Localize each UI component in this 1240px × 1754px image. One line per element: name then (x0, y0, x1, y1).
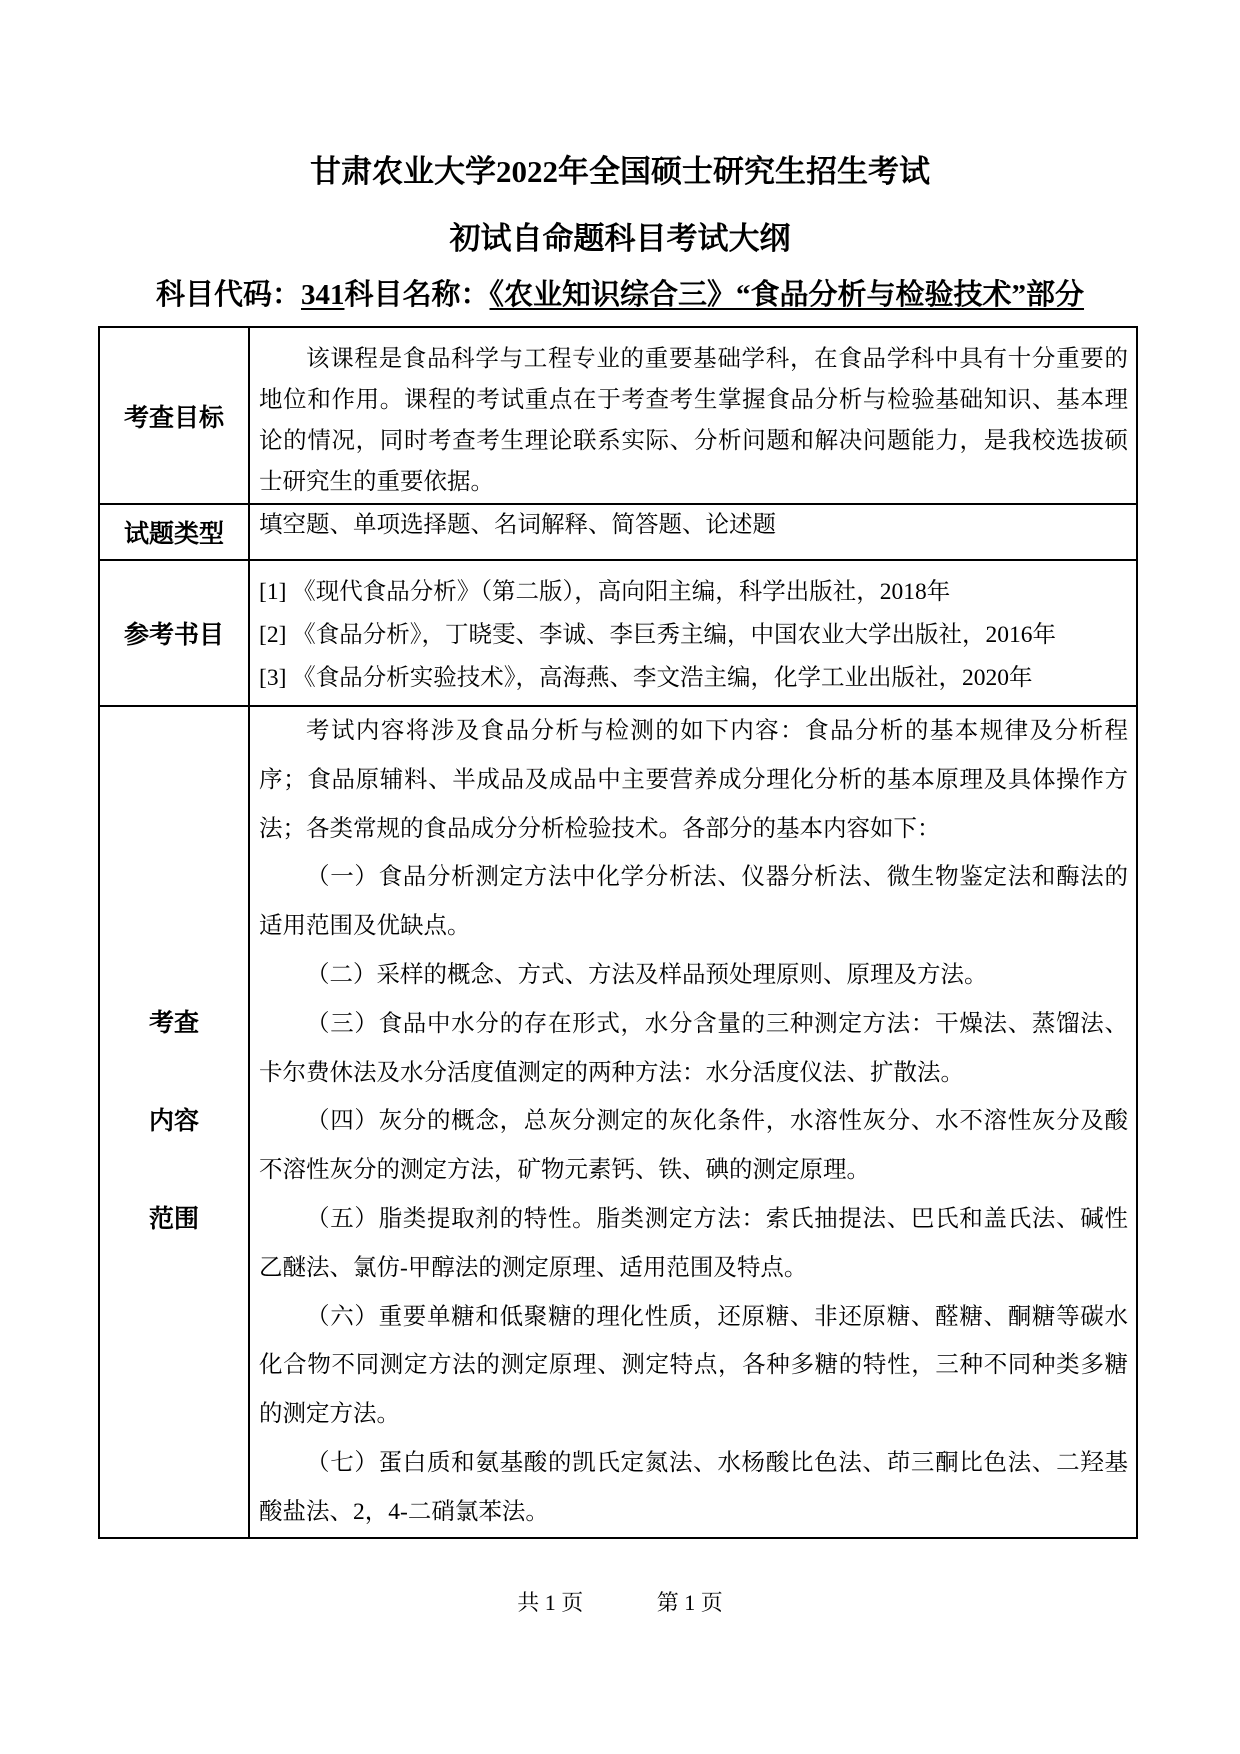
row-label: 参考书目 (99, 560, 249, 706)
question-types-text: 填空题、单项选择题、名词解释、简答题、论述题 (259, 512, 776, 538)
scope-paragraph: （五）脂类提取剂的特性。脂类测定方法：索氏抽提法、巴氏和盖氏法、碱性乙醚法、氯仿-甲醇法的测定原理、适用范围及特点。 (259, 1205, 1128, 1281)
subject-name-label: 科目名称： (344, 279, 490, 311)
document-subtitle: 初试自命题科目考试大纲 (449, 221, 791, 256)
row-label (99, 706, 249, 1538)
row-content (249, 560, 1137, 706)
scope-paragraph: （七）蛋白质和氨基酸的凯氏定氮法、水杨酸比色法、茚三酮比色法、二羟基酸盐法、2，4-二硝氯苯法。 (259, 1449, 1128, 1525)
table-row-objective (99, 327, 1137, 504)
page-total: 共 1 页 (517, 1590, 584, 1615)
subject-code-label: 科目代码： (155, 279, 301, 311)
scope-paragraph: （一）食品分析测定方法中化学分析法、仪器分析法、微生物鉴定法和酶法的适用范围及优缺点。 (259, 864, 1128, 940)
label-line: 内容 (148, 1107, 199, 1135)
document-title: 甘肃农业大学2022年全国硕士研究生招生考试 (310, 154, 930, 189)
scope-paragraph: （二）采样的概念、方式、方法及样品预处理原则、原理及方法。 (306, 961, 988, 988)
reference-item: [2] 《食品分析》，丁晓雯、李诚、李巨秀主编，中国农业大学出版社，2016年 (259, 622, 1057, 648)
subject-name: 《农业知识综合三》“食品分析与检验技术”部分 (489, 279, 1085, 311)
scope-paragraph: （六）重要单糖和低聚糖的理化性质，还原糖、非还原糖、醛糖、酮糖等碳水化合物不同测定方法的测定原理、测定特点，各种多糖的特性，三种不同种类多糖的测定方法。 (259, 1303, 1128, 1428)
row-label: 考查目标 (99, 327, 249, 504)
reference-item: [1] 《现代食品分析》（第二版），高向阳主编，科学出版社，2018年 (259, 579, 951, 605)
scope-paragraph: 考试内容将涉及食品分析与检测的如下内容：食品分析的基本规律及分析程序；食品原辅料、半成品及成品中主要营养成分理化分析的基本原理及具体操作方法；各类常规的食品成分分析检验技术。各部分的基本内容如下： (259, 718, 1128, 842)
reference-item: [3] 《食品分析实验技术》，高海燕、李文浩主编，化学工业出版社，2020年 (259, 665, 1033, 691)
page-footer (0, 1586, 1240, 1617)
table-row-scope (99, 706, 1137, 1538)
row-label: 试题类型 (99, 504, 249, 560)
table-row-question-types (99, 504, 1137, 560)
row-content (249, 504, 1137, 560)
subject-line (0, 272, 1240, 313)
row-content (249, 706, 1137, 1538)
table-row-references (99, 560, 1137, 706)
label-line: 考查 (148, 1009, 199, 1037)
row-content (249, 327, 1137, 504)
subject-code: 341 (300, 279, 345, 311)
scope-paragraph: （四）灰分的概念，总灰分测定的灰化条件，水溶性灰分、水不溶性灰分及酸不溶性灰分的测定方法，矿物元素钙、铁、碘的测定原理。 (259, 1108, 1128, 1184)
objective-text: 该课程是食品科学与工程专业的重要基础学科，在食品学科中具有十分重要的地位和作用。课程的考试重点在于考查考生掌握食品分析与检验基础知识、基本理论的情况，同时考查考生理论联系实际、分析问题和解决问题能力，是我校选拔硕士研究生的重要依据。 (259, 346, 1128, 495)
syllabus-table (98, 326, 1138, 1539)
label-line: 范围 (148, 1205, 199, 1233)
scope-paragraph: （三）食品中水分的存在形式，水分含量的三种测定方法：干燥法、蒸馏法、卡尔费休法及水分活度值测定的两种方法：水分活度仪法、扩散法。 (259, 1010, 1128, 1086)
page-current: 第 1 页 (656, 1590, 723, 1615)
